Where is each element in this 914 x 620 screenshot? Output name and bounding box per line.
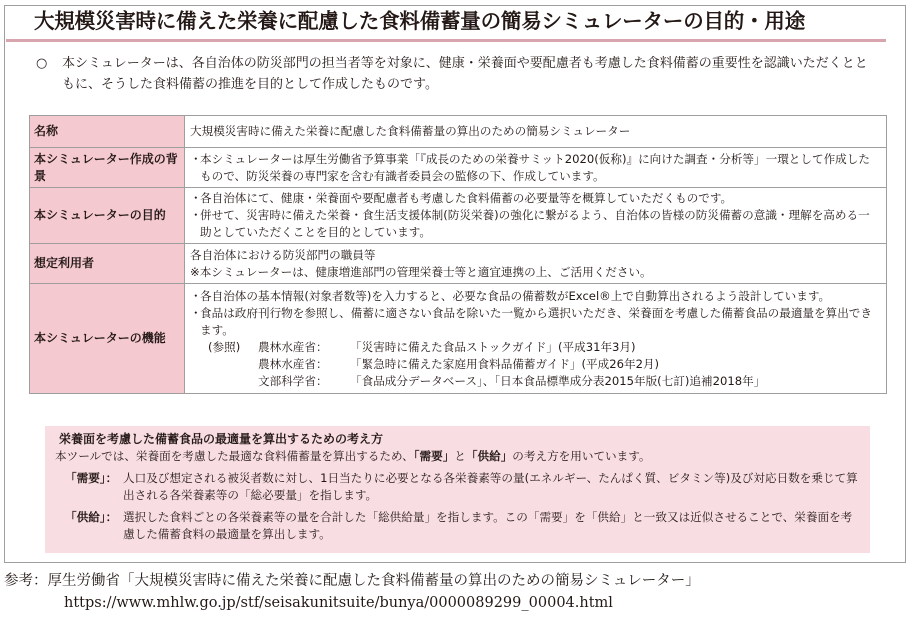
ref-prefix — [208, 373, 258, 390]
demand-definition — [55, 470, 860, 504]
ref-prefix: (参照) — [208, 339, 241, 354]
table-row-background — [30, 148, 887, 188]
supply-term: 「供給」 — [465, 449, 513, 463]
row-body-features — [185, 284, 887, 394]
source-citation — [4, 570, 910, 614]
method-lead-text: 本ツールでは、栄養面を考慮した最適な食料備蓄量を算出するため、 — [55, 449, 414, 463]
row-body-purpose — [185, 188, 887, 244]
demand-desc: 人口及び想定される被災者数に対し、1日当たりに必要となる各栄養素等の量(エネルギー、たんぱく質、ビタミン等)及び対応日数を乗じて算出される各栄養素等の「総必要量」を指します。 — [123, 471, 858, 502]
method-box — [45, 426, 870, 553]
demand-term: 「需要」 — [413, 449, 455, 463]
source-line: 参考：厚生労働省「大規模災害時に備えた栄養に配慮した食料備蓄量の算出のための簡易シミュレーター」 — [4, 573, 700, 589]
intro-paragraph — [36, 53, 876, 95]
row-head-name: 名称 — [30, 116, 185, 148]
row-head-purpose: 本シミュレーターの目的 — [30, 188, 185, 244]
list-item — [190, 288, 881, 305]
method-lead-text: の考え方を用いています。 — [512, 449, 651, 463]
background-item: 本シミュレーターは厚生労働省予算事業「『成長のための栄養サミット2020(仮称)』に向けた調査・分析等」一環として作成したもので、防災栄養の専門家を含む有識者委員会の監修の下、作成しています。 — [200, 151, 870, 183]
table-row-purpose — [30, 188, 887, 244]
reference-list — [208, 339, 881, 390]
users-line: ※本シミュレーターは、健康増進部門の管理栄養士等と適宜連携の上、ご活用ください。 — [190, 264, 652, 279]
bullet-dot-icon: ・ — [190, 305, 202, 320]
features-item: 食品は政府刊行物を参照し、備蓄に適さない食品を除いた一覧から選択いただき、栄養面を考慮した備蓄食品の最適量を算出できます。 — [200, 305, 872, 337]
ref-doc: 「食品成分データベース」、「日本食品標準成分表2015年版(七訂)追補2018年」 — [350, 373, 766, 388]
ref-org: 文部科学省： — [258, 373, 328, 388]
circle-bullet-icon: ○ — [36, 56, 48, 71]
intro-text: 本シミュレーターは、各自治体の防災部門の担当者等を対象に、健康・栄養面や要配慮者も考慮した食料備蓄の重要性を認識いただくとともに、そうした食料備蓄の推進を目的として作成したものです。 — [62, 56, 868, 92]
purpose-item: 各自治体にて、健康・栄養面や要配慮者も考慮した食料備蓄の必要量等を概算していただくものです。 — [200, 191, 733, 205]
bullet-dot-icon: ・ — [190, 191, 202, 205]
bullet-dot-icon: ・ — [190, 208, 202, 222]
purpose-item: 併せて、災害時に備えた栄養・食生活支援体制(防災栄養)の強化に繋がるよう、自治体の皆様の防災備蓄の意識・理解を高める一助としていただくことを目的としています。 — [200, 208, 870, 239]
row-head-features: 本シミュレーターの機能 — [30, 284, 185, 394]
list-item — [190, 151, 881, 185]
demand-label: 「需要」： — [65, 471, 118, 485]
info-table — [29, 115, 887, 394]
table-row-users — [30, 244, 887, 284]
ref-prefix — [208, 356, 258, 373]
row-body-users — [185, 244, 887, 284]
supply-desc: 選択した食料ごとの各栄養素等の量を合計した「総供給量」を指します。この「需要」を「供給」と一致又は近似させることで、栄養面を考慮した備蓄食料の最適量を算出します。 — [123, 510, 853, 541]
method-lead-text: と — [454, 449, 466, 463]
list-item — [190, 190, 881, 207]
ref-doc: 「緊急時に備えた家庭用食料品備蓄ガイド」(平成26年2月) — [350, 356, 660, 371]
users-line: 各自治体における防災部門の職員等 — [190, 247, 376, 262]
supply-label: 「供給」： — [65, 510, 118, 524]
supply-definition — [55, 509, 860, 543]
row-head-users: 想定利用者 — [30, 244, 185, 284]
row-body-name: 大規模災害時に備えた栄養に配慮した食料備蓄量の算出のための簡易シミュレーター — [185, 116, 887, 148]
table-row-name — [30, 116, 887, 148]
list-item — [190, 207, 881, 241]
features-item: 各自治体の基本情報(対象者数等)を入力すると、必要な食品の備蓄数がExcel®上で自動算出されるよう設計しています。 — [200, 288, 831, 303]
page-title: 大規模災害時に備えた栄養に配慮した食料備蓄量の簡易シミュレーターの目的・用途 — [6, 6, 886, 42]
ref-org: 農林水産省： — [258, 356, 328, 371]
list-item — [190, 305, 881, 339]
ref-doc: 「災害時に備えた食品ストックガイド」(平成31年3月) — [350, 339, 636, 354]
method-lead — [55, 448, 860, 465]
row-head-background: 本シミュレーター作成の背景 — [30, 148, 185, 188]
bullet-dot-icon: ・ — [190, 151, 202, 166]
method-title: 栄養面を考慮した備蓄食品の最適量を算出するための考え方 — [59, 432, 384, 446]
bullet-dot-icon: ・ — [190, 288, 202, 303]
ref-org: 農林水産省： — [258, 339, 328, 354]
source-url: https://www.mhlw.go.jp/stf/seisakunitsuite/bunya/0000089299_00004.html — [64, 595, 613, 611]
table-row-features — [30, 284, 887, 394]
row-body-background — [185, 148, 887, 188]
